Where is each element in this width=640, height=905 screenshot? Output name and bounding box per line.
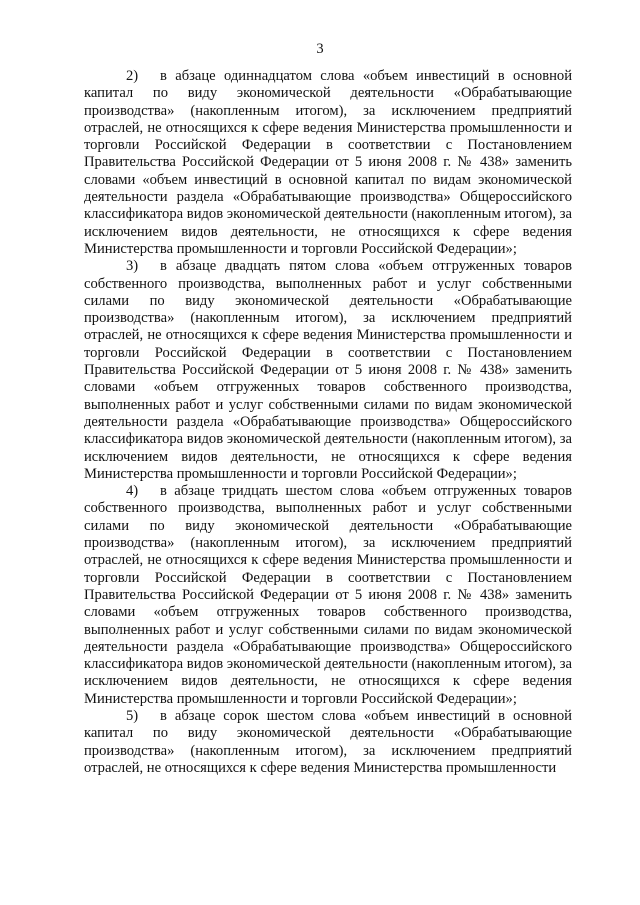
item-number: 5) bbox=[126, 707, 139, 724]
page-number: 3 bbox=[316, 41, 324, 57]
item-number: 3) bbox=[126, 258, 139, 275]
paragraph-item-2 bbox=[84, 68, 572, 258]
paragraph-text: в абзаце одиннадцатом слова «объем инвестиций в основной капитал по виду экономической деятельности «Обрабатывающие производства» (накопленным итогом), за исключением предприятий отраслей, не относящихся к сфере ведения Министерства промышленности и торговли Российской Федерации в соответствии с Постановлением Правительства Российской Федерации от 5 июня 2008 г. № 438» заменить словами «объем инвестиций в основной капитал по видам экономической деятельности раздела «Обрабатывающие производства» Общероссийского классификатора видов экономической деятельности (накопленным итогом), за исключением видов деятельности, не относящихся к сфере ведения Министерства промышленности и торговли Российской Федерации»; bbox=[84, 68, 572, 257]
item-number: 4) bbox=[126, 483, 139, 500]
item-number: 2) bbox=[126, 68, 139, 84]
paragraph-text: в абзаце сорок шестом слова «объем инвестиций в основной капитал по виду экономической деятельности «Обрабатывающие производства» (накопленным итогом), за исключением предприятий отраслей, не относящихся к сфере ведения Министерства промышленности bbox=[84, 707, 572, 776]
paragraph-item-4 bbox=[84, 483, 572, 708]
paragraph-text: в абзаце двадцать пятом слова «объем отгруженных товаров собственного производства, выполненных работ и услуг собственными силами по виду экономической деятельности «Обрабатывающие производства» (накопленным итогом), за исключением предприятий отраслей, не относящихся к сфере ведения Министерства промышленности и торговли Российской Федерации в соответствии с Постановлением Правительства Российской Федерации от 5 июня 2008 г. № 438» заменить словами «объем отгруженных товаров собственного производства, выполненных работ и услуг собственными силами по видам экономической деятельности раздела «Обрабатывающие производства» Общероссийского классификатора видов экономической деятельности (накопленным итогом), за исключением видов деятельности, не относящихся к сфере ведения Министерства промышленности и торговли Российской Федерации»; bbox=[84, 258, 572, 482]
paragraph-item-3 bbox=[84, 258, 572, 483]
paragraph-item-5 bbox=[84, 708, 572, 777]
document-body bbox=[84, 68, 572, 777]
paragraph-text: в абзаце тридцать шестом слова «объем отгруженных товаров собственного производства, выполненных работ и услуг собственными силами по виду экономической деятельности «Обрабатывающие производства» (накопленным итогом), за исключением предприятий отраслей, не относящихся к сфере ведения Министерства промышленности и торговли Российской Федерации в соответствии с Постановлением Правительства Российской Федерации от 5 июня 2008 г. № 438» заменить словами «объем отгруженных товаров собственного производства, выполненных работ и услуг собственными силами по видам экономической деятельности раздела «Обрабатывающие производства» Общероссийского классификатора видов экономической деятельности (накопленным итогом), за исключением видов деятельности, не относящихся к сфере ведения Министерства промышленности и торговли Российской Федерации»; bbox=[84, 483, 572, 707]
